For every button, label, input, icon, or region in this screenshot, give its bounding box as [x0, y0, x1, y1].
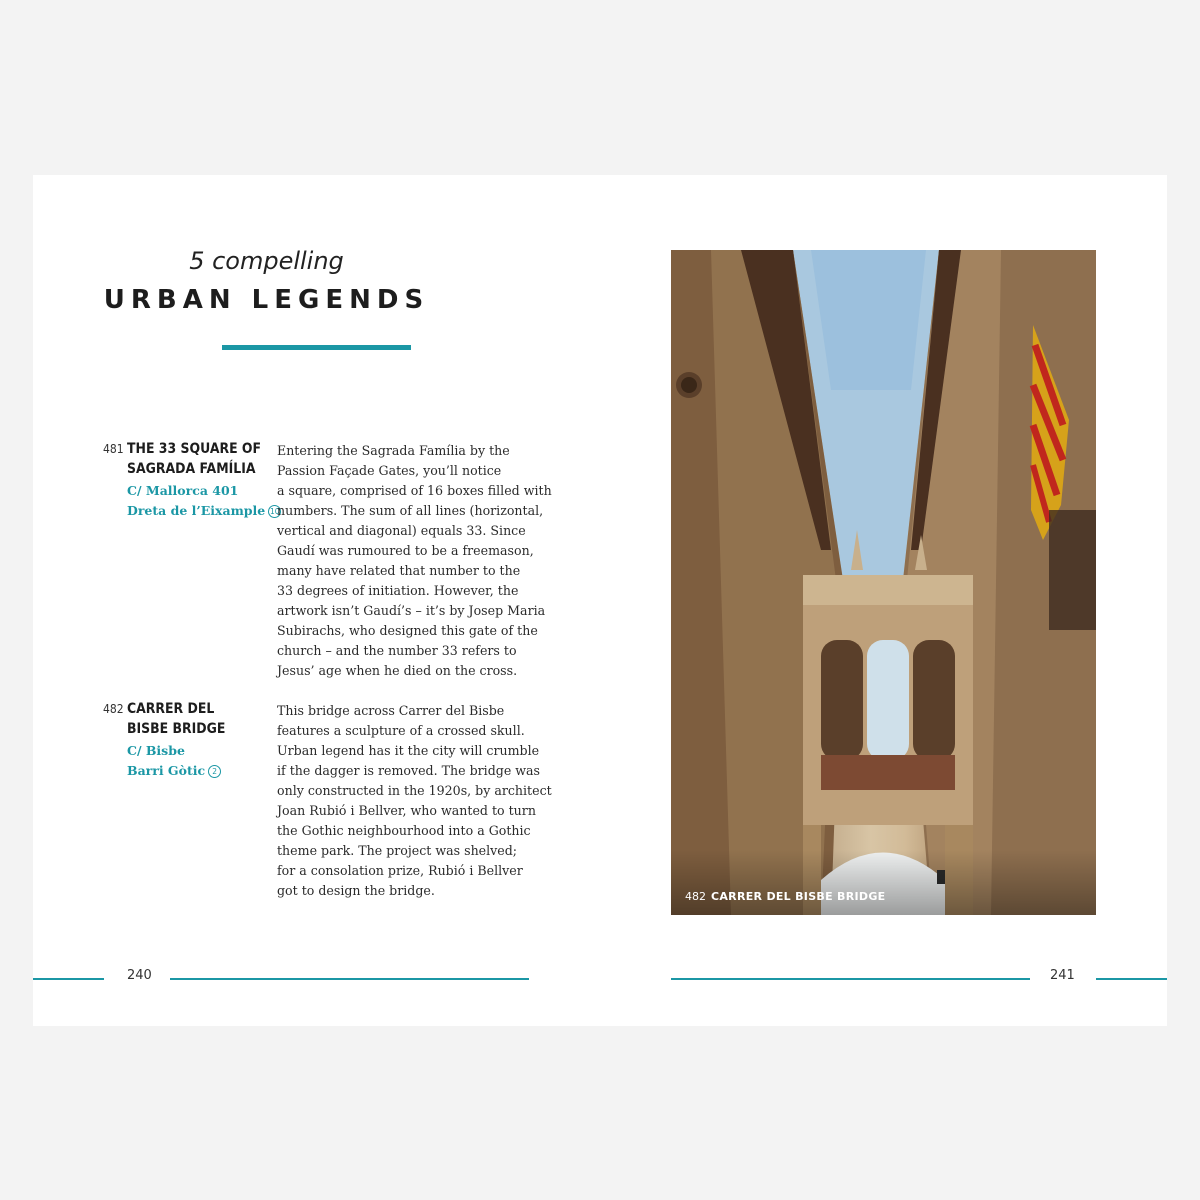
body-line: vertical and diagonal) equals 33. Since: [277, 523, 526, 538]
body-line: Joan Rubió i Bellver, who wanted to turn: [277, 803, 536, 818]
district: [127, 501, 280, 521]
district-name: Barri Gòtic: [127, 763, 206, 778]
district: [127, 761, 277, 781]
street-photo: [671, 250, 1096, 915]
page-number-right: 241: [1050, 968, 1075, 983]
bridge-window: [913, 640, 955, 760]
street-address: C/ Bisbe: [127, 743, 185, 758]
entry-body: [277, 441, 552, 681]
entry-name-line: SAGRADA FAMÍLIA: [127, 461, 256, 477]
district-name: Dreta de l’Eixample: [127, 503, 266, 518]
page-number-left: 240: [127, 968, 152, 983]
body-line: got to design the bridge.: [277, 883, 435, 898]
entry-name: [127, 439, 269, 479]
gothic-street-illustration: [671, 250, 1096, 915]
footer-rule-left: [671, 978, 1030, 980]
body-line: Gaudí was rumoured to be a freemason,: [277, 543, 534, 558]
body-line: church – and the number 33 refers to: [277, 643, 517, 658]
caption-name: CARRER DEL BISBE BRIDGE: [711, 890, 886, 903]
entry-name-line: BISBE BRIDGE: [127, 721, 226, 737]
body-line: theme park. The project was shelved;: [277, 843, 518, 858]
section-kicker: 5 compelling: [189, 247, 344, 275]
street-address: C/ Mallorca 401: [127, 483, 239, 498]
bridge-window: [867, 640, 909, 760]
body-line: a square, comprised of 16 boxes filled with: [277, 483, 552, 498]
entry-name-line: THE 33 SQUARE OF: [127, 441, 262, 457]
body-line: This bridge across Carrer del Bisbe: [277, 703, 505, 718]
map-marker-icon: 2: [208, 765, 221, 778]
photo-caption: [685, 890, 885, 903]
body-line: numbers. The sum of all lines (horizontal,: [277, 503, 544, 518]
entry-name: [127, 699, 269, 739]
bridge-balustrade: [821, 755, 955, 790]
map-marker-icon: 10: [269, 507, 280, 516]
sky-upper: [811, 250, 926, 390]
entry-name-line: CARRER DEL: [127, 701, 215, 717]
section-title: URBAN LEGENDS: [103, 285, 430, 315]
body-line: for a consolation prize, Rubió i Bellver: [277, 863, 523, 878]
body-line: if the dagger is removed. The bridge was: [277, 763, 541, 778]
entry-body: [277, 701, 552, 901]
entry-address: [127, 741, 277, 781]
body-line: many have related that number to the: [277, 563, 521, 578]
body-line: Passion Façade Gates, you’ll notice: [277, 463, 502, 478]
body-line: artwork isn’t Gaudí’s – it’s by Josep Maria: [277, 603, 546, 618]
entry-number: 482: [103, 702, 124, 716]
entry-address: [127, 481, 280, 521]
body-line: only constructed in the 1920s, by architect: [277, 783, 552, 798]
body-line: Subirachs, who designed this gate of the: [277, 623, 538, 638]
body-line: Jesus’ age when he died on the cross.: [277, 663, 518, 678]
body-line: 33 degrees of initiation. However, the: [277, 583, 519, 598]
caption-number: 482: [685, 890, 706, 903]
bridge-window: [821, 640, 863, 760]
footer-rule-right: [1096, 978, 1167, 980]
body-line: the Gothic neighbourhood into a Gothic: [277, 823, 531, 838]
book-spread: [33, 175, 1167, 1026]
left-page: [33, 175, 600, 1026]
bridge-parapet: [803, 575, 973, 605]
title-underline: [222, 345, 411, 350]
right-page: [600, 175, 1167, 1026]
footer-rule-left: [33, 978, 104, 980]
body-line: Urban legend has it the city will crumble: [277, 743, 540, 758]
body-line: Entering the Sagrada Família by the: [277, 443, 510, 458]
body-line: features a sculpture of a crossed skull.: [277, 723, 525, 738]
footer-rule-right: [170, 978, 529, 980]
iron-balcony: [1049, 510, 1096, 630]
entry-number: 481: [103, 442, 124, 456]
